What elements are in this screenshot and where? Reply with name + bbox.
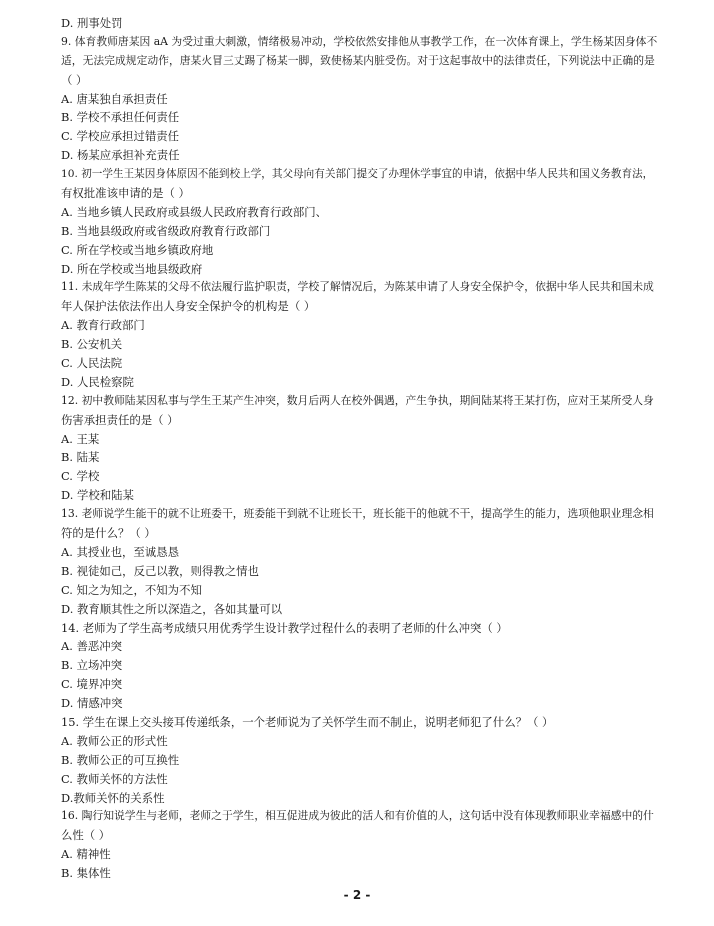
question-stem-line: 么性（ ） [61, 828, 111, 843]
question-stem-line: 12. 初中教师陆某因私事与学生王某产生冲突，数月后两人在校外偶遇，产生争执，期间陆某将王某打伤，应对王某所受人身 [61, 393, 654, 407]
question-stem-line: 11. 未成年学生陈某的父母不依法履行监护职责，学校了解情况后，为陈某申请了人身安全保护令，依据中华人民共和国未成 [61, 280, 654, 294]
option-line: D. 学校和陆某 [61, 488, 134, 503]
option-line: B. 当地县级政府或省级政府教育行政部门 [61, 223, 271, 238]
option-line: C. 所在学校或当地乡镇政府地 [61, 242, 214, 257]
question-stem-line: 符的是什么？（ ） [61, 526, 156, 541]
option-line: D.教师关怀的关系性 [61, 790, 165, 805]
answer-blank: （ ） [61, 72, 88, 87]
page-number: - 2 - [343, 888, 371, 902]
option-line: A. 教育行政部门 [61, 318, 145, 333]
question-stem-line: 年人保护法依法作出人身安全保护令的机构是（ ） [61, 299, 316, 314]
question-stem-line: 伤害承担责任的是（ ） [61, 412, 179, 427]
option-line: D. 杨某应承担补充责任 [61, 148, 180, 163]
option-line: C. 境界冲突 [61, 677, 123, 692]
option-line: A. 教师公正的形式性 [61, 733, 168, 748]
option-line: D. 情感冲突 [61, 696, 123, 711]
option-line: C. 学校应承担过错责任 [61, 129, 180, 144]
option-line: C. 教师关怀的方法性 [61, 771, 168, 786]
option-line: B. 学校不承担任何责任 [61, 110, 180, 125]
question-stem-line: 10. 初一学生王某因身体原因不能到校上学，其父母向有关部门提交了办理休学事宜的申请，依据中华人民共和国义务教育法， [61, 168, 654, 181]
question-stem-line: 15. 学生在课上交头接耳传递纸条，一个老师说为了关怀学生而不制止，说明老师犯了什么？（ ） [61, 714, 554, 729]
option-line: A. 善恶冲突 [61, 639, 123, 654]
option-line: D. 教育顺其性之所以深造之，各如其量可以 [61, 601, 283, 616]
option-line: B. 视徒如己，反己以教，则得教之情也 [61, 563, 259, 578]
option-line: B. 公安机关 [61, 337, 123, 352]
option-line: A. 王某 [61, 431, 100, 446]
question-stem-line: 9. 体育教师唐某因 aA 为受过重大刺激，情绪极易冲动，学校依然安排他从事教学工作，在一次体育课上，学生杨某因身体不 [61, 34, 658, 48]
option-line: C. 人民法院 [61, 356, 123, 371]
option-line: A. 其授业也，至诚恳恳 [61, 544, 179, 559]
option-line: C. 知之为知之，不知为不知 [61, 582, 202, 597]
question-stem-line: 16. 陶行知说学生与老师，老师之于学生，相互促进成为彼此的活人和有价值的人，这句话中没有体现教师职业幸福感中的什 [61, 809, 654, 823]
question-stem-line: 13. 老师说学生能干的就不让班委干，班委能干到就不让班长干，班长能干的他就不干，提高学生的能力，选项他职业理念相 [61, 507, 654, 521]
question-stem-line: 适，无法完成规定动作，唐某火冒三丈踢了杨某一脚，致使杨某内脏受伤。对于这起事故中的法律责任，下列说法中正确的是 [61, 53, 655, 67]
option-line: A. 唐某独自承担责任 [61, 91, 168, 106]
option-line: A. 精神性 [61, 847, 111, 862]
option-line: D. 所在学校或当地县级政府 [61, 261, 203, 276]
option-line: B. 集体性 [61, 866, 111, 881]
option-line: A. 当地乡镇人民政府或县级人民政府教育行政部门、 [61, 204, 328, 219]
option-line: B. 陆某 [61, 450, 100, 465]
option-line: D. 刑事处罚 [61, 16, 123, 30]
question-stem-line: 有权批准该申请的是（ ） [61, 186, 190, 201]
question-stem-line: 14. 老师为了学生高考成绩只用优秀学生设计教学过程什么的表明了老师的什么冲突（ ） [61, 620, 508, 635]
option-line: C. 学校 [61, 469, 100, 484]
question-list [61, 14, 661, 883]
option-line: B. 立场冲突 [61, 658, 123, 673]
option-line: D. 人民检察院 [61, 374, 134, 389]
option-line: B. 教师公正的可互换性 [61, 752, 180, 767]
